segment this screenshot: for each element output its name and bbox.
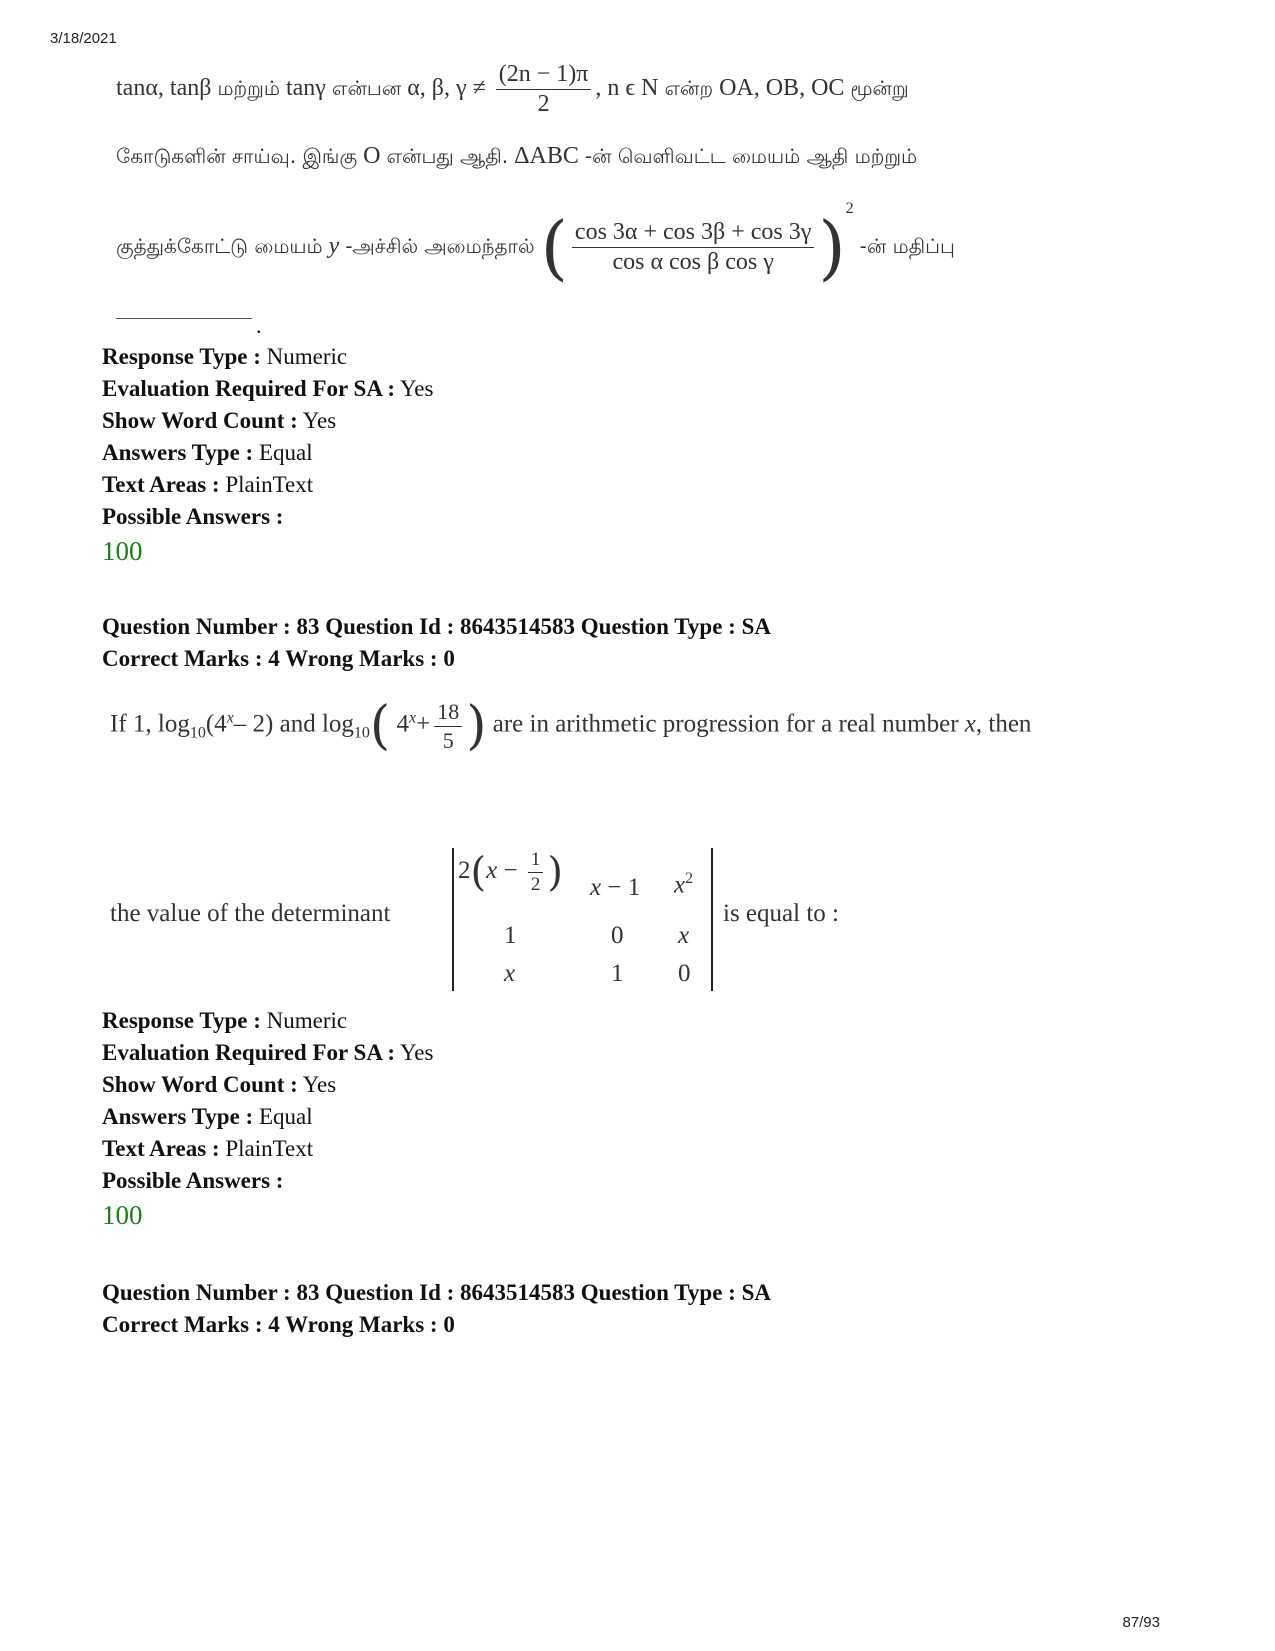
evaluation-row <box>102 1037 433 1069</box>
meta-value: Yes <box>400 1040 434 1065</box>
fraction-denominator: 2 <box>537 91 550 118</box>
q83-line-1 <box>110 696 1032 756</box>
right-paren: ) <box>466 696 487 756</box>
question-id-line: Question Number : 83 Question Id : 8643514583 Question Type : SA <box>102 1280 771 1305</box>
fraction-denominator: 5 <box>442 727 454 753</box>
det-r3c3: 0 <box>678 960 691 987</box>
det-r1c2: x − 1 <box>590 874 641 901</box>
meta-label: Show Word Count : <box>102 408 298 433</box>
meta-value: Yes <box>400 376 434 401</box>
q82-text: என்பன <box>331 76 402 101</box>
meta-value: Equal <box>258 1104 313 1129</box>
meta-value: PlainText <box>225 1136 314 1161</box>
q82-line-1 <box>116 62 909 117</box>
q82-fraction <box>496 62 592 117</box>
response-meta-2 <box>102 1005 433 1197</box>
page-number: 87/93 <box>1122 1614 1160 1631</box>
q82-text: tanγ <box>285 75 326 102</box>
meta-label: Answers Type : <box>102 440 254 465</box>
q83-text: x <box>964 710 976 738</box>
meta-label: Response Type : <box>102 344 261 369</box>
meta-label: Possible Answers : <box>102 1168 284 1193</box>
q82-text: α, β, γ ≠ <box>407 75 486 102</box>
question-header-83-repeat <box>102 1277 771 1341</box>
meta-label: Evaluation Required For SA : <box>102 1040 396 1065</box>
meta-label: Response Type : <box>102 1008 261 1033</box>
q82-text: y <box>328 233 340 259</box>
left-paren: ( <box>540 206 568 289</box>
expression-power: 2 <box>845 200 854 217</box>
marks-line: Correct Marks : 4 Wrong Marks : 0 <box>102 1312 455 1337</box>
q82-text: குத்துக்கோட்டு மையம் <box>116 234 323 258</box>
det-r3c1: x <box>504 960 516 987</box>
q83-line-2a: the value of the determinant <box>110 900 391 927</box>
left-paren: ( <box>369 696 391 756</box>
meta-value: PlainText <box>225 472 314 497</box>
response-meta-1 <box>102 341 433 533</box>
q82-line-3 <box>116 200 955 289</box>
superscript: x <box>408 709 417 727</box>
answer-blank <box>116 318 252 319</box>
fraction-numerator: cos 3α + cos 3β + cos 3γ <box>572 220 814 248</box>
meta-label: Show Word Count : <box>102 1072 298 1097</box>
q83-line-2b: is equal to : <box>723 900 839 927</box>
meta-label: Text Areas : <box>102 1136 220 1161</box>
det-r1c1: 2(x − $\frac{1}{2}$ ) <box>458 849 563 896</box>
text-areas-row <box>102 1133 433 1165</box>
text-areas-row <box>102 469 433 501</box>
q83-text: , then <box>975 710 1032 738</box>
fraction-numerator: 18 <box>434 700 462 726</box>
q83-text: If 1, log <box>110 710 190 738</box>
meta-value: Yes <box>302 408 337 433</box>
possible-answer-value: 100 <box>102 1200 143 1230</box>
q82-text: OA, OB, OC <box>719 75 845 102</box>
q82-text: மற்றும் <box>217 76 280 101</box>
q82-text: -ன் மதிப்பு <box>859 234 955 258</box>
determinant <box>452 848 713 991</box>
possible-answers-row <box>102 1165 433 1197</box>
meta-label: Text Areas : <box>102 472 220 497</box>
det-r2c1: 1 <box>504 922 517 949</box>
meta-label: Answers Type : <box>102 1104 254 1129</box>
possible-answer-value: 100 <box>102 536 143 566</box>
q82-text: -ன் வெளிவட்ட மையம் ஆதி மற்றும் <box>584 144 918 168</box>
det-r2c2: 0 <box>611 922 624 949</box>
meta-value: Numeric <box>266 344 348 369</box>
question-id-line: Question Number : 83 Question Id : 8643514583 Question Type : SA <box>102 614 771 639</box>
q83-fraction <box>434 700 462 751</box>
meta-value: Numeric <box>266 1008 348 1033</box>
q82-text: மூன்று <box>850 76 909 101</box>
fraction-numerator: (2n − 1)π <box>496 62 592 90</box>
q83-text: 4 <box>396 710 409 738</box>
q82-text: O <box>363 143 381 169</box>
possible-answers-row <box>102 501 433 533</box>
word-count-row <box>102 1069 433 1101</box>
word-count-row <box>102 405 433 437</box>
print-date: 3/18/2021 <box>50 30 117 47</box>
q82-text: என்ற <box>664 76 714 101</box>
q82-text: கோடுகளின் சாய்வு. இங்கு <box>116 144 358 168</box>
q82-text: tanα, tanβ <box>116 75 212 102</box>
q83-text: + <box>416 710 431 738</box>
marks-line: Correct Marks : 4 Wrong Marks : 0 <box>102 646 455 671</box>
subscript: 10 <box>353 724 370 742</box>
meta-value: Yes <box>302 1072 337 1097</box>
q82-expression <box>572 220 814 275</box>
q83-text: (4 <box>205 710 227 738</box>
right-paren: ) <box>818 206 846 289</box>
answers-type-row <box>102 1101 433 1133</box>
q82-text: , n ϵ N <box>595 75 659 102</box>
answer-blank-dot: . <box>256 313 262 338</box>
question-header-83 <box>102 611 771 675</box>
q82-text: என்பது ஆதி. <box>386 144 509 168</box>
meta-label: Possible Answers : <box>102 504 284 529</box>
det-r3c2: 1 <box>611 960 624 987</box>
response-type-row <box>102 341 433 373</box>
subscript: 10 <box>189 724 206 742</box>
meta-value: Equal <box>258 440 313 465</box>
det-r2c3: x <box>678 922 690 949</box>
q82-line-2 <box>116 143 917 171</box>
q83-text: – 2) and log <box>233 710 354 738</box>
q82-text: ΔABC <box>514 143 579 169</box>
answers-type-row <box>102 437 433 469</box>
response-type-row <box>102 1005 433 1037</box>
evaluation-row <box>102 373 433 405</box>
q82-text: -அச்சில் அமைந்தால் <box>345 234 535 258</box>
superscript: x <box>226 709 234 727</box>
q83-text: are in arithmetic progression for a real number <box>492 710 959 738</box>
fraction-denominator: cos α cos β cos γ <box>612 248 774 275</box>
meta-label: Evaluation Required For SA : <box>102 376 396 401</box>
det-r1c3: $x^2$ <box>674 870 694 899</box>
